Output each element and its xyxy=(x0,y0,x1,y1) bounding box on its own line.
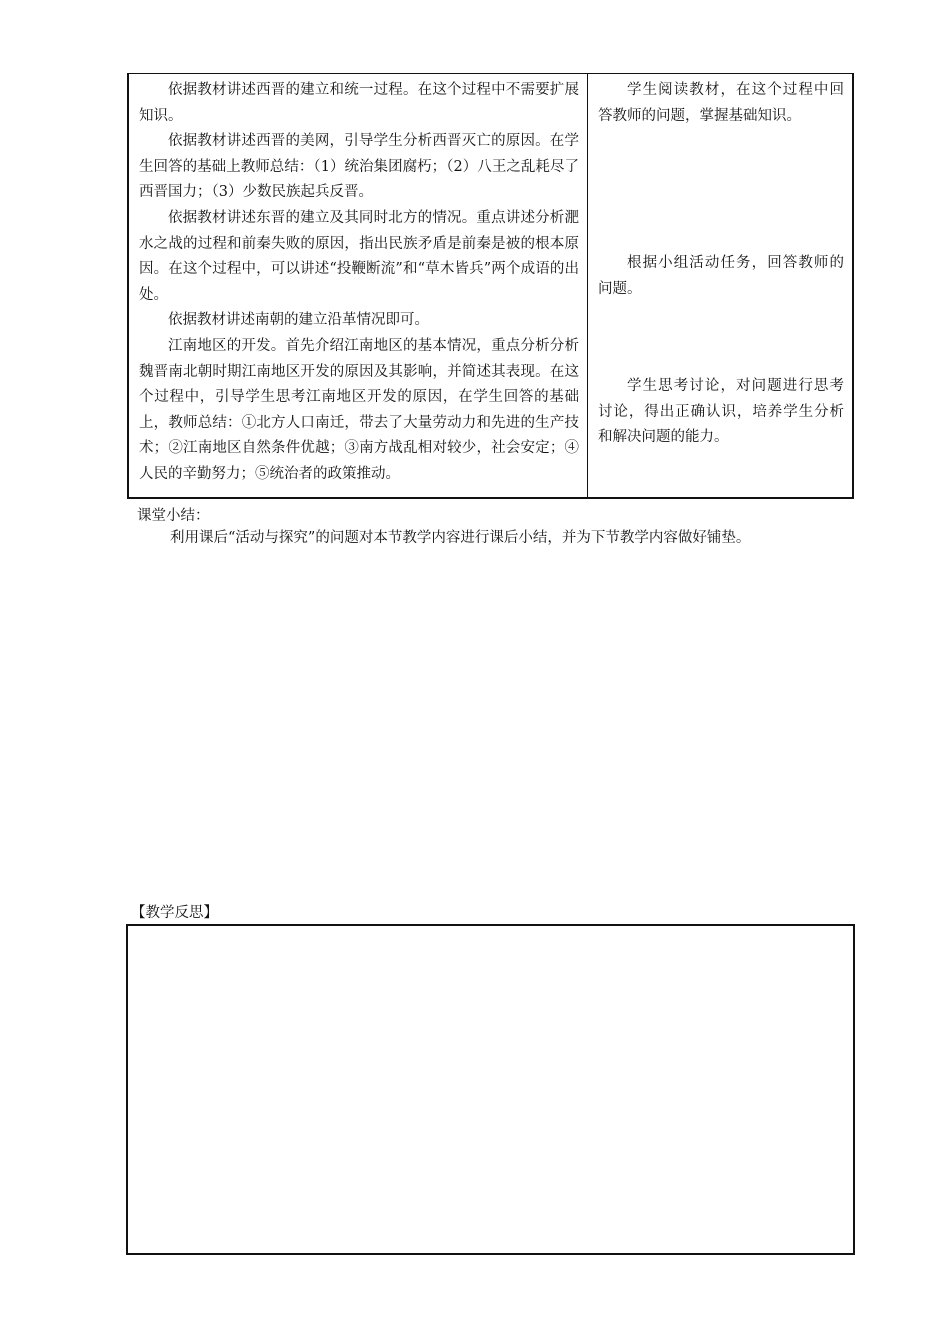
student-paragraph-2: 根据小组活动任务，回答教师的问题。 xyxy=(598,255,844,297)
class-summary-label: 课堂小结： xyxy=(137,508,210,524)
teacher-paragraph-4: 依据教材讲述南朝的建立沿革情况即可。 xyxy=(168,312,429,329)
teaching-reflection-box[interactable] xyxy=(126,924,855,1255)
teacher-paragraph-3: 依据教材讲述东晋的建立及其同时北方的情况。重点讲述分析淝水之战的过程和前秦失败的原因，指出民族矛盾是前秦是被的根本原因。在这个过程中，可以讲述“投鞭断流”和“草木皆兵”两个成语的出处。 xyxy=(139,209,579,303)
student-paragraph-3: 学生思考讨论，对问题进行思考讨论，得出正确认识，培养学生分析和解决问题的能力。 xyxy=(598,378,844,446)
teacher-paragraph-2: 依据教材讲述西晋的美网，引导学生分析西晋灭亡的原因。在学生回答的基础上教师总结：（1）统治集团腐朽；（2）八王之乱耗尽了西晋国力；（3）少数民族起兵反晋。 xyxy=(139,133,579,201)
lesson-activity-table xyxy=(127,73,854,499)
class-summary-text: 利用课后“活动与探究”的问题对本节教学内容进行课后小结，并为下节教学内容做好铺垫。 xyxy=(170,530,751,546)
student-activity-column xyxy=(588,74,852,497)
teaching-reflection-label: 【教学反思】 xyxy=(131,905,218,921)
teacher-paragraph-1: 依据教材讲述西晋的建立和统一过程。在这个过程中不需要扩展知识。 xyxy=(139,82,579,124)
teacher-paragraph-5: 江南地区的开发。首先介绍江南地区的基本情况，重点分析分析魏晋南北朝时期江南地区开发的原因及其影响，并简述其表现。在这个过程中，引导学生思考江南地区开发的原因，在学生回答的基础上，教师总结：①北方人口南迁，带去了大量劳动力和先进的生产技术；②江南地区自然条件优越；③南方战乱相对较少，社会安定；④人民的辛勤努力；⑤统治者的政策推动。 xyxy=(139,337,579,482)
teacher-activity-column xyxy=(129,74,588,497)
student-paragraph-1: 学生阅读教材，在这个过程中回答教师的问题，掌握基础知识。 xyxy=(598,82,844,124)
